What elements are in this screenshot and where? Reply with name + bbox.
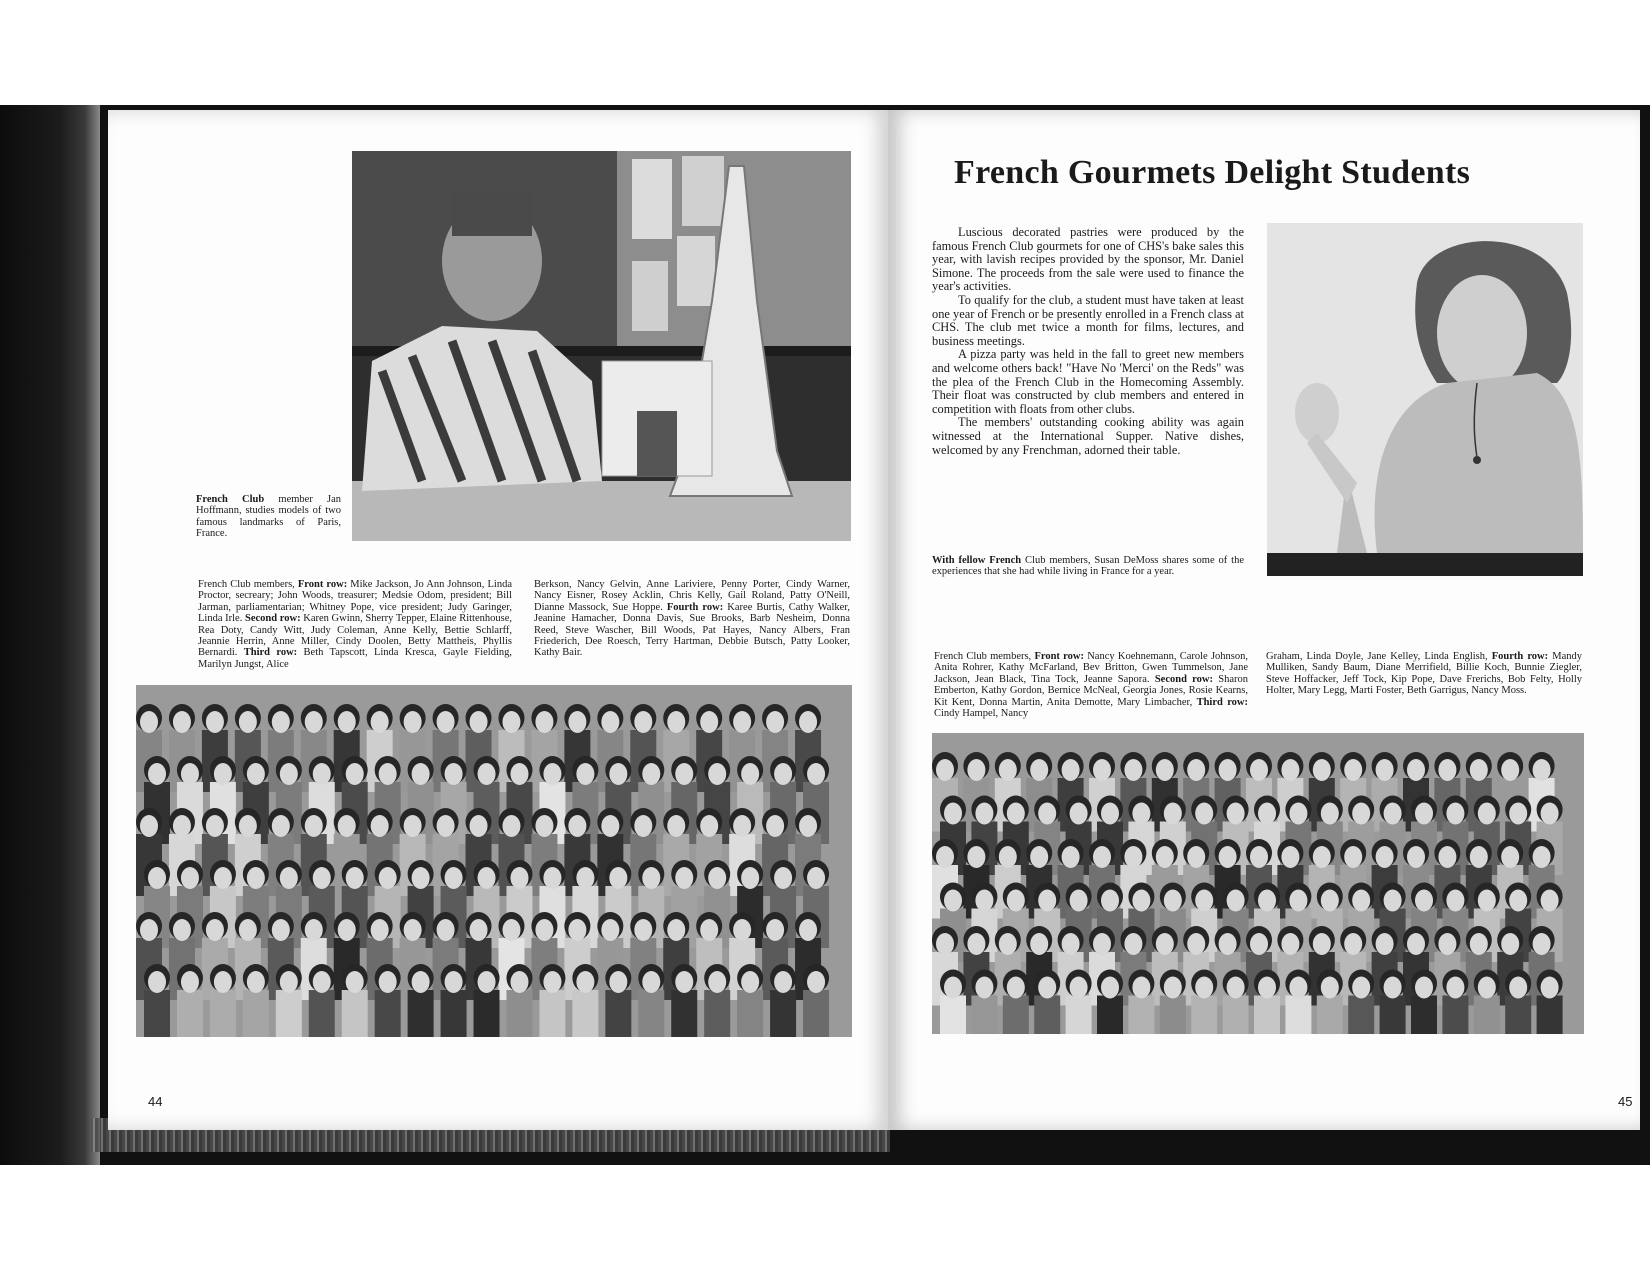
row-label: Front row: bbox=[297, 579, 348, 590]
right-group-photo bbox=[932, 733, 1584, 1034]
roster-names: French Club members, bbox=[934, 651, 1035, 662]
roster-names: Mandy Mulliken, Sandy Baum, Diane Merrifield, Billie Koch, Bunnie Ziegler, Steve Hoffacker, Jeff Tock, Kip Pope, Dave Frerichs, Bob Felty, Holly Holter, Mary Legg, Marti Foster, Beth Garrigus, Nancy Moss. bbox=[1266, 651, 1582, 697]
left-roster-col1 bbox=[198, 579, 512, 670]
landmarks-caption-text: member Jan Hoffmann, studies models of two famous landmarks of Paris, France. bbox=[196, 494, 341, 540]
roster-names: Nancy Koehnemann, Carole Johnson, Anita Rohrer, Kathy McFarland, Bev Britton, Gwen Tummelson, Jane Jackson, Jean Black, Tina Tock, Jeanne Sapora. bbox=[934, 651, 1248, 685]
article-paragraph: Luscious decorated pastries were produced by the famous French Club gourmets for one of CHS's bake sales this year, with lavish recipes provided by the sponsor, Mr. Daniel Simone. The proceeds from the sale were used to finance the year's activities. bbox=[932, 225, 1244, 294]
article-paragraph: To qualify for the club, a student must have taken at least one year of French or be presently enrolled in a French class at CHS. The club met twice a month for films, lectures, and business meetings. bbox=[932, 292, 1244, 348]
row-label: Third row: bbox=[243, 647, 298, 659]
right-roster-col1 bbox=[934, 651, 1248, 719]
left-group-photo bbox=[136, 685, 852, 1037]
demoss-caption-lead: With fellow French bbox=[932, 555, 1022, 566]
roster-names: Berkson, Nancy Gelvin, Anne Lariviere, Penny Porter, Cindy Warner, Nancy Eisner, Rosey Acklin, Chris Kelly, Gail Roland, Patty O'Neill, Dianne Massock, Sue Hoppe. bbox=[534, 579, 850, 613]
right-roster-col2 bbox=[1266, 651, 1582, 697]
roster-names: Mike Jackson, Jo Ann Johnson, Linda Proctor, secreary; John Woods, treasurer; Medsie Odom, president; Bill Jarman, parliamentarian; Whitney Pope, vice president; Judy Garinger, Linda Irle. bbox=[198, 579, 512, 625]
eiffel-tower-model-photo bbox=[352, 151, 851, 541]
book-binding bbox=[0, 105, 100, 1165]
page-number-left: 44 bbox=[148, 1094, 163, 1109]
page-number-right: 45 bbox=[1618, 1094, 1633, 1109]
roster-names: Beth Tapscott, Linda Kresca, Gayle Fielding, Marilyn Jungst, Alice bbox=[198, 647, 513, 670]
article-paragraph: A pizza party was held in the fall to greet new members and welcome others back! "Have No 'Merci' on the Reds" was the plea of the French Club in the Homecoming Assembly. Their float was constructed by club members and entered in competition with floats from other clubs. bbox=[932, 347, 1244, 416]
article-body bbox=[932, 226, 1244, 457]
article-paragraph: The members' outstanding cooking ability was again witnessed at the International Supper. Native dishes, welcomed by any Frenchman, adorned their table. bbox=[932, 415, 1244, 457]
row-label: Third row: bbox=[1196, 696, 1248, 708]
roster-names: French Club members, bbox=[198, 579, 298, 590]
demoss-caption bbox=[932, 555, 1244, 578]
row-label: Front row: bbox=[1034, 651, 1084, 662]
landmarks-caption-lead: French Club bbox=[196, 494, 265, 505]
susan-demoss-photo bbox=[1267, 223, 1583, 576]
row-label: Fourth row: bbox=[1491, 651, 1549, 662]
page-headline: French Gourmets Delight Students bbox=[954, 154, 1471, 191]
roster-names: Karen Gwinn, Sherry Tepper, Elaine Rittenhouse, Rea Doty, Candy Witt, Judy Coleman, Anne Kelly, Bettie Schlarff, Jeannie Herrin, Anne Miller, Cindy Doolen, Betty Mattheis, Phyllis Bernardi. bbox=[198, 613, 513, 659]
landmarks-caption bbox=[196, 494, 341, 540]
roster-names: Sharon Emberton, Kathy Gordon, Bernice McNeal, Georgia Jones, Rosie Kearns, Kit Kent, Donna Martin, Anita Demotte, Mary Limbacher, bbox=[934, 673, 1249, 708]
roster-names: Karee Burtis, Cathy Walker, Jeanine Hamacher, Donna Davis, Sue Brooks, Barb Nesheim, Donna Reed, Steve Wascher, Bill Woods, Pat Hayes, Nancy Albers, Fran Friederich, Dee Roesch, Terry Hartman, Debbie Butsch, Patty Looker, Kathy Bair. bbox=[534, 601, 850, 659]
row-label: Second row: bbox=[245, 613, 301, 625]
row-label: Second row: bbox=[1154, 673, 1213, 685]
roster-names: Cindy Hampel, Nancy bbox=[934, 708, 1029, 720]
row-label: Fourth row: bbox=[666, 601, 724, 613]
demoss-caption-text: Club members, Susan DeMoss shares some of the experiences that she had while living in France for a year. bbox=[932, 555, 1244, 578]
roster-names: Graham, Linda Doyle, Jane Kelley, Linda English, bbox=[1266, 651, 1492, 662]
left-roster-col2 bbox=[534, 579, 850, 659]
